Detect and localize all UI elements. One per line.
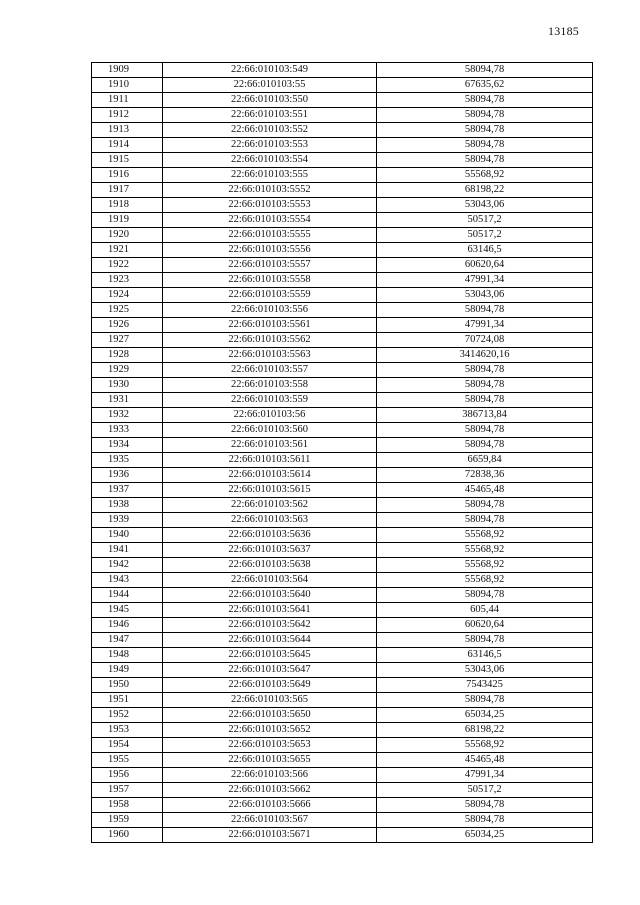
- row-number-cell: 1945: [92, 603, 163, 618]
- row-number-cell: 1956: [92, 768, 163, 783]
- table-row: [92, 813, 593, 828]
- cadastral-number-cell: 22:66:010103:5559: [163, 288, 377, 303]
- table-row: [92, 93, 593, 108]
- table-row: [92, 363, 593, 378]
- table-row: [92, 573, 593, 588]
- table-row: [92, 108, 593, 123]
- row-number-cell: 1960: [92, 828, 163, 843]
- row-number-cell: 1942: [92, 558, 163, 573]
- table-row: [92, 273, 593, 288]
- cadastral-number-cell: 22:66:010103:558: [163, 378, 377, 393]
- table-row: [92, 153, 593, 168]
- row-number-cell: 1920: [92, 228, 163, 243]
- table-row: [92, 693, 593, 708]
- cadastral-value-cell: 58094,78: [377, 303, 593, 318]
- cadastral-value-cell: 70724,08: [377, 333, 593, 348]
- table-row: [92, 348, 593, 363]
- cadastral-value-cell: 58094,78: [377, 363, 593, 378]
- table-row: [92, 738, 593, 753]
- cadastral-value-table: [91, 62, 593, 843]
- cadastral-value-cell: 55568,92: [377, 528, 593, 543]
- cadastral-value-cell: 58094,78: [377, 108, 593, 123]
- table-row: [92, 543, 593, 558]
- table-row: [92, 138, 593, 153]
- cadastral-number-cell: 22:66:010103:567: [163, 813, 377, 828]
- cadastral-value-cell: 65034,25: [377, 828, 593, 843]
- row-number-cell: 1930: [92, 378, 163, 393]
- cadastral-number-cell: 22:66:010103:5666: [163, 798, 377, 813]
- cadastral-number-cell: 22:66:010103:5638: [163, 558, 377, 573]
- row-number-cell: 1959: [92, 813, 163, 828]
- table-row: [92, 243, 593, 258]
- cadastral-number-cell: 22:66:010103:566: [163, 768, 377, 783]
- row-number-cell: 1938: [92, 498, 163, 513]
- row-number-cell: 1952: [92, 708, 163, 723]
- table-row: [92, 288, 593, 303]
- cadastral-number-cell: 22:66:010103:551: [163, 108, 377, 123]
- cadastral-number-cell: 22:66:010103:5553: [163, 198, 377, 213]
- table-row: [92, 588, 593, 603]
- table-row: [92, 723, 593, 738]
- row-number-cell: 1934: [92, 438, 163, 453]
- row-number-cell: 1935: [92, 453, 163, 468]
- cadastral-value-cell: 67635,62: [377, 78, 593, 93]
- cadastral-value-cell: 58094,78: [377, 393, 593, 408]
- row-number-cell: 1916: [92, 168, 163, 183]
- table-row: [92, 633, 593, 648]
- table-row: [92, 528, 593, 543]
- cadastral-number-cell: 22:66:010103:554: [163, 153, 377, 168]
- cadastral-number-cell: 22:66:010103:565: [163, 693, 377, 708]
- cadastral-value-cell: 45465,48: [377, 753, 593, 768]
- table-row: [92, 783, 593, 798]
- cadastral-number-cell: 22:66:010103:5611: [163, 453, 377, 468]
- cadastral-value-cell: 58094,78: [377, 633, 593, 648]
- cadastral-number-cell: 22:66:010103:557: [163, 363, 377, 378]
- row-number-cell: 1931: [92, 393, 163, 408]
- cadastral-value-cell: 7543425: [377, 678, 593, 693]
- cadastral-number-cell: 22:66:010103:5614: [163, 468, 377, 483]
- cadastral-number-cell: 22:66:010103:559: [163, 393, 377, 408]
- row-number-cell: 1954: [92, 738, 163, 753]
- cadastral-value-cell: 55568,92: [377, 558, 593, 573]
- cadastral-value-cell: 58094,78: [377, 138, 593, 153]
- row-number-cell: 1922: [92, 258, 163, 273]
- cadastral-number-cell: 22:66:010103:5636: [163, 528, 377, 543]
- cadastral-value-cell: 50517,2: [377, 228, 593, 243]
- cadastral-number-cell: 22:66:010103:5652: [163, 723, 377, 738]
- cadastral-value-cell: 58094,78: [377, 123, 593, 138]
- row-number-cell: 1918: [92, 198, 163, 213]
- cadastral-number-cell: 22:66:010103:55: [163, 78, 377, 93]
- table-row: [92, 648, 593, 663]
- cadastral-value-cell: 58094,78: [377, 423, 593, 438]
- cadastral-number-cell: 22:66:010103:564: [163, 573, 377, 588]
- table-row: [92, 63, 593, 78]
- cadastral-value-cell: 58094,78: [377, 513, 593, 528]
- cadastral-value-cell: 65034,25: [377, 708, 593, 723]
- cadastral-number-cell: 22:66:010103:5649: [163, 678, 377, 693]
- table-row: [92, 168, 593, 183]
- cadastral-value-cell: 58094,78: [377, 153, 593, 168]
- table-row: [92, 78, 593, 93]
- cadastral-value-cell: 63146,5: [377, 243, 593, 258]
- table-row: [92, 513, 593, 528]
- cadastral-number-cell: 22:66:010103:5637: [163, 543, 377, 558]
- table-row: [92, 123, 593, 138]
- cadastral-number-cell: 22:66:010103:560: [163, 423, 377, 438]
- table-body: [92, 63, 593, 843]
- cadastral-number-cell: 22:66:010103:5647: [163, 663, 377, 678]
- row-number-cell: 1939: [92, 513, 163, 528]
- row-number-cell: 1911: [92, 93, 163, 108]
- row-number-cell: 1941: [92, 543, 163, 558]
- row-number-cell: 1929: [92, 363, 163, 378]
- row-number-cell: 1957: [92, 783, 163, 798]
- table-row: [92, 603, 593, 618]
- cadastral-value-cell: 50517,2: [377, 213, 593, 228]
- row-number-cell: 1913: [92, 123, 163, 138]
- table-row: [92, 258, 593, 273]
- cadastral-number-cell: 22:66:010103:5642: [163, 618, 377, 633]
- row-number-cell: 1943: [92, 573, 163, 588]
- table-row: [92, 183, 593, 198]
- cadastral-value-cell: 58094,78: [377, 588, 593, 603]
- cadastral-number-cell: 22:66:010103:550: [163, 93, 377, 108]
- cadastral-number-cell: 22:66:010103:5644: [163, 633, 377, 648]
- row-number-cell: 1919: [92, 213, 163, 228]
- cadastral-number-cell: 22:66:010103:5557: [163, 258, 377, 273]
- row-number-cell: 1910: [92, 78, 163, 93]
- cadastral-number-cell: 22:66:010103:5563: [163, 348, 377, 363]
- table-row: [92, 378, 593, 393]
- row-number-cell: 1940: [92, 528, 163, 543]
- cadastral-number-cell: 22:66:010103:5552: [163, 183, 377, 198]
- cadastral-value-cell: 50517,2: [377, 783, 593, 798]
- table-row: [92, 438, 593, 453]
- table-row: [92, 768, 593, 783]
- cadastral-number-cell: 22:66:010103:553: [163, 138, 377, 153]
- cadastral-value-cell: 58094,78: [377, 378, 593, 393]
- row-number-cell: 1958: [92, 798, 163, 813]
- cadastral-number-cell: 22:66:010103:5671: [163, 828, 377, 843]
- row-number-cell: 1947: [92, 633, 163, 648]
- cadastral-number-cell: 22:66:010103:549: [163, 63, 377, 78]
- table-row: [92, 558, 593, 573]
- cadastral-value-cell: 605,44: [377, 603, 593, 618]
- cadastral-number-cell: 22:66:010103:5655: [163, 753, 377, 768]
- row-number-cell: 1926: [92, 318, 163, 333]
- table-row: [92, 333, 593, 348]
- row-number-cell: 1932: [92, 408, 163, 423]
- cadastral-number-cell: 22:66:010103:555: [163, 168, 377, 183]
- row-number-cell: 1915: [92, 153, 163, 168]
- cadastral-value-cell: 58094,78: [377, 93, 593, 108]
- cadastral-number-cell: 22:66:010103:5615: [163, 483, 377, 498]
- cadastral-value-cell: 68198,22: [377, 183, 593, 198]
- cadastral-value-cell: 6659,84: [377, 453, 593, 468]
- row-number-cell: 1944: [92, 588, 163, 603]
- row-number-cell: 1951: [92, 693, 163, 708]
- table-row: [92, 753, 593, 768]
- cadastral-value-cell: 68198,22: [377, 723, 593, 738]
- cadastral-value-cell: 63146,5: [377, 648, 593, 663]
- table-row: [92, 618, 593, 633]
- table-row: [92, 708, 593, 723]
- row-number-cell: 1950: [92, 678, 163, 693]
- table-row: [92, 393, 593, 408]
- cadastral-value-cell: 58094,78: [377, 498, 593, 513]
- table-row: [92, 198, 593, 213]
- cadastral-value-cell: 53043,06: [377, 288, 593, 303]
- table-row: [92, 228, 593, 243]
- table-row: [92, 318, 593, 333]
- row-number-cell: 1917: [92, 183, 163, 198]
- table-row: [92, 408, 593, 423]
- cadastral-value-cell: 58094,78: [377, 63, 593, 78]
- cadastral-value-cell: 53043,06: [377, 663, 593, 678]
- cadastral-number-cell: 22:66:010103:556: [163, 303, 377, 318]
- cadastral-value-cell: 47991,34: [377, 273, 593, 288]
- table-row: [92, 828, 593, 843]
- page-number: 13185: [548, 24, 579, 38]
- cadastral-number-cell: 22:66:010103:5558: [163, 273, 377, 288]
- row-number-cell: 1937: [92, 483, 163, 498]
- row-number-cell: 1927: [92, 333, 163, 348]
- cadastral-number-cell: 22:66:010103:5561: [163, 318, 377, 333]
- table-row: [92, 213, 593, 228]
- row-number-cell: 1949: [92, 663, 163, 678]
- cadastral-number-cell: 22:66:010103:561: [163, 438, 377, 453]
- row-number-cell: 1909: [92, 63, 163, 78]
- table-row: [92, 423, 593, 438]
- cadastral-value-cell: 53043,06: [377, 198, 593, 213]
- cadastral-number-cell: 22:66:010103:5641: [163, 603, 377, 618]
- table-row: [92, 678, 593, 693]
- cadastral-number-cell: 22:66:010103:5650: [163, 708, 377, 723]
- table-row: [92, 498, 593, 513]
- cadastral-number-cell: 22:66:010103:5662: [163, 783, 377, 798]
- cadastral-number-cell: 22:66:010103:5554: [163, 213, 377, 228]
- cadastral-value-cell: 72838,36: [377, 468, 593, 483]
- cadastral-number-cell: 22:66:010103:56: [163, 408, 377, 423]
- cadastral-value-cell: 47991,34: [377, 318, 593, 333]
- row-number-cell: 1923: [92, 273, 163, 288]
- row-number-cell: 1912: [92, 108, 163, 123]
- cadastral-number-cell: 22:66:010103:5640: [163, 588, 377, 603]
- cadastral-value-cell: 58094,78: [377, 813, 593, 828]
- cadastral-value-cell: 386713,84: [377, 408, 593, 423]
- cadastral-value-cell: 55568,92: [377, 543, 593, 558]
- cadastral-number-cell: 22:66:010103:562: [163, 498, 377, 513]
- row-number-cell: 1914: [92, 138, 163, 153]
- cadastral-value-cell: 47991,34: [377, 768, 593, 783]
- row-number-cell: 1953: [92, 723, 163, 738]
- cadastral-number-cell: 22:66:010103:5556: [163, 243, 377, 258]
- cadastral-number-cell: 22:66:010103:5653: [163, 738, 377, 753]
- cadastral-number-cell: 22:66:010103:552: [163, 123, 377, 138]
- row-number-cell: 1925: [92, 303, 163, 318]
- cadastral-value-cell: 58094,78: [377, 798, 593, 813]
- table-row: [92, 468, 593, 483]
- row-number-cell: 1936: [92, 468, 163, 483]
- row-number-cell: 1933: [92, 423, 163, 438]
- cadastral-number-cell: 22:66:010103:5555: [163, 228, 377, 243]
- row-number-cell: 1928: [92, 348, 163, 363]
- cadastral-value-cell: 55568,92: [377, 738, 593, 753]
- cadastral-value-cell: 58094,78: [377, 438, 593, 453]
- row-number-cell: 1948: [92, 648, 163, 663]
- table-row: [92, 303, 593, 318]
- cadastral-value-cell: 45465,48: [377, 483, 593, 498]
- row-number-cell: 1955: [92, 753, 163, 768]
- cadastral-value-cell: 58094,78: [377, 693, 593, 708]
- cadastral-number-cell: 22:66:010103:5562: [163, 333, 377, 348]
- table-row: [92, 798, 593, 813]
- cadastral-value-cell: 60620,64: [377, 258, 593, 273]
- table-row: [92, 453, 593, 468]
- cadastral-value-cell: 55568,92: [377, 573, 593, 588]
- cadastral-value-cell: 60620,64: [377, 618, 593, 633]
- table-row: [92, 663, 593, 678]
- cadastral-value-cell: 3414620,16: [377, 348, 593, 363]
- cadastral-number-cell: 22:66:010103:563: [163, 513, 377, 528]
- row-number-cell: 1924: [92, 288, 163, 303]
- table-row: [92, 483, 593, 498]
- cadastral-value-cell: 55568,92: [377, 168, 593, 183]
- cadastral-number-cell: 22:66:010103:5645: [163, 648, 377, 663]
- row-number-cell: 1946: [92, 618, 163, 633]
- row-number-cell: 1921: [92, 243, 163, 258]
